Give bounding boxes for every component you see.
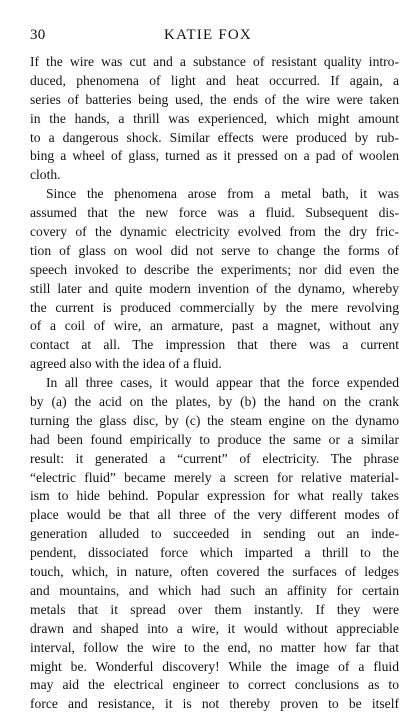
text-line: turning the glass disc, by (c) the steam engine on the dynamo (30, 412, 399, 428)
page-header (30, 27, 386, 49)
text-line: force and resistance, it is not thereby proven to be itself (30, 696, 399, 712)
text-line: cloth. (30, 167, 61, 183)
text-line: touch, which, in nature, often covered the surfaces of ledges (30, 564, 399, 580)
text-line: had been found empirically to produce the same or a similar (30, 431, 399, 447)
text-line: by (a) the acid on the plates, by (b) the hand on the crank (30, 394, 399, 410)
text-line: speech invoked to describe the experiments; nor did even the (30, 261, 399, 277)
text-line: still later and quite modern invention of the dynamo, whereby (30, 280, 399, 296)
text-line: metals that it spread over them instantly. If they were (30, 601, 399, 617)
text-line: contact at all. The impression that there was a current (30, 337, 399, 353)
text-line: drawn and shaped into a wire, it would without appreciable (30, 620, 399, 636)
page-number: 30 (30, 27, 46, 43)
text-line: generation alluded to succeeded in sending out an inde- (30, 526, 399, 542)
text-line: place would be that all three of the very different modes of (30, 507, 399, 523)
text-line: and mountains, and which had such an affinity for certain (30, 582, 399, 598)
text-line: pendent, dissociated force which imparted a thrill to the (30, 545, 399, 561)
text-line: tion of glass on wool did not serve to change the forms of (30, 242, 399, 258)
text-line: agreed also with the idea of a fluid. (30, 356, 222, 372)
text-line: covery of the dynamic electricity evolved from the dry fric- (30, 224, 399, 240)
text-line: duced, phenomena of light and heat occurred. If again, a (30, 72, 399, 88)
text-line: bing a wheel of glass, turned as it pressed on a pad of woolen (30, 148, 399, 164)
body-text (30, 53, 399, 714)
text-line: to a dangerous shock. Similar effects were produced by rub- (30, 129, 399, 145)
text-line: series of batteries being used, the ends of the wire were taken (30, 91, 399, 107)
text-line: interval, follow the wire to the end, no matter how far that (30, 639, 399, 655)
text-line: the current is produced commercially by the mere revolving (30, 299, 399, 315)
text-line: In all three cases, it would appear that the force expended (46, 375, 399, 391)
text-line: ism to hide behind. Popular expression for what really takes (30, 488, 399, 504)
text-line: Since the phenomena arose from a metal bath, it was (46, 186, 399, 202)
text-line: result: it generated a “current” of electricity. The phrase (30, 450, 399, 466)
text-line: in the hands, a thrill was experienced, which might amount (30, 110, 399, 126)
running-head: KATIE FOX (164, 27, 252, 43)
text-line: “electric fluid” became merely a screen for relative material- (30, 469, 399, 485)
text-line: might be. Wonderful discovery! While the image of a fluid (30, 658, 399, 674)
text-line: of a coil of wire, an armature, past a magnet, without any (30, 318, 399, 334)
text-line: may aid the electrical engineer to correct conclusions as to (30, 677, 399, 693)
text-line: If the wire was cut and a substance of resistant quality intro- (30, 54, 399, 69)
text-line: assumed that the new force was a fluid. Subsequent dis- (30, 205, 399, 221)
